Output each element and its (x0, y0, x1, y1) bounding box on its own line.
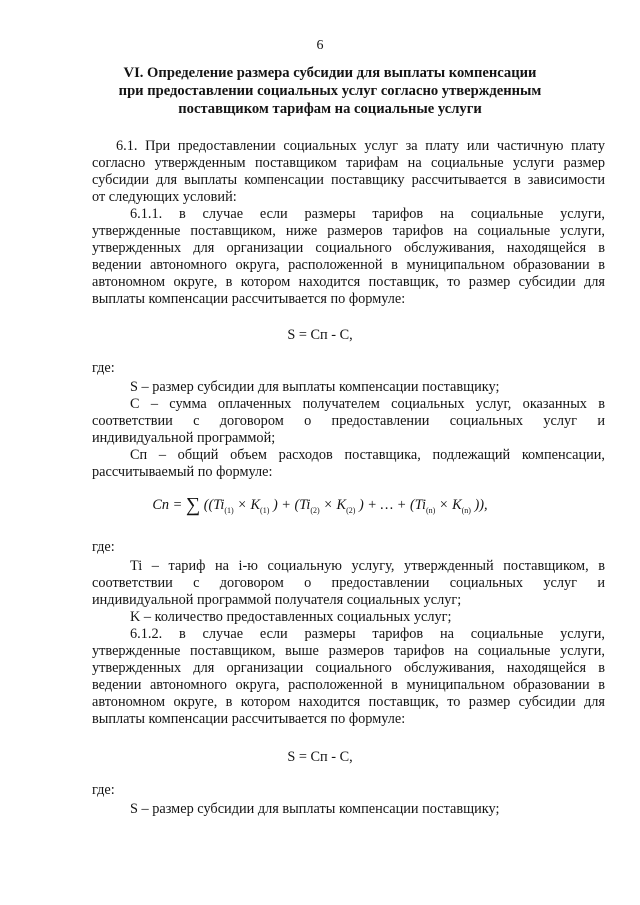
formula-cp (0, 494, 640, 517)
text-line: выплаты компенсации рассчитывается по формуле: (92, 291, 406, 307)
formula-subscript: (n) (461, 505, 471, 515)
formula-subscript: (1) (260, 505, 270, 515)
text-line: от следующих условий: (92, 189, 237, 205)
text-line: согласно утвержденным поставщиком тарифам на социальные услуги размер (92, 155, 605, 171)
sum-symbol: ∑ (185, 494, 201, 516)
text-line: S – размер субсидии для выплаты компенсации поставщику; (130, 801, 500, 817)
text-line: С – сумма оплаченных получателем социальных услуг, оказанных в (130, 396, 605, 412)
text-line: утвержденные поставщиком, ниже размеров тарифов на социальные услуги, (92, 223, 605, 239)
formula-lhs: Сп = (152, 497, 183, 513)
formula-subscript: (2) (310, 505, 320, 515)
section-title (70, 64, 590, 118)
paragraph-6-1 (92, 138, 605, 308)
formula-part: × K (237, 497, 261, 513)
text-line: рассчитываемый по формуле: (92, 464, 273, 480)
text-line: 6.1.1. в случае если размеры тарифов на социальные услуги, (130, 206, 605, 222)
formula-part: × K (438, 497, 462, 513)
text-line: Сп – общий объем расходов поставщика, подлежащий компенсации, (130, 447, 605, 463)
text-line: индивидуальной программой; (92, 430, 276, 446)
text-line: утвержденных для организации социального обслуживания, находящейся в (92, 240, 605, 256)
formula-subscript: (2) (346, 505, 356, 515)
formula-subscript: (n) (425, 505, 436, 515)
text-line: утвержденных для организации социального обслуживания, находящейся в (92, 660, 605, 676)
text-line: 6.1. При предоставлении социальных услуг за плату или частичную плату (116, 138, 605, 154)
formula-subscript: (1) (224, 505, 234, 515)
definitions-1 (92, 379, 605, 481)
text-line: субсидии для выплаты компенсации поставщику рассчитывается в зависимости (92, 172, 605, 188)
text-line: K – количество предоставленных социальных услуг; (130, 609, 452, 625)
text-line: индивидуальной программой получателя социальных услуг; (92, 592, 462, 608)
section-title-line: поставщиком тарифам на социальные услуги (178, 101, 482, 117)
section-title-line: при предоставлении социальных услуг согласно утвержденным (118, 83, 542, 99)
text-line: автономном округе, в котором находится поставщик, то размер субсидии для (92, 274, 605, 290)
where-label: где: (92, 539, 115, 555)
formula-part: ) + … + (Ti (358, 497, 426, 513)
text-line: S – размер субсидии для выплаты компенсации поставщику; (130, 379, 500, 395)
formula-part: × K (323, 497, 347, 513)
text-line: ведении автономного округа, расположенной в муниципальном образовании в (92, 257, 605, 273)
formula-s-2: S = Сп - С, (287, 749, 353, 765)
definitions-2 (92, 801, 605, 818)
text-line: утвержденные поставщиком, выше размеров тарифов на социальные услуги, (92, 643, 605, 659)
paragraph-6-1-2 (92, 558, 605, 728)
formula-part: ) + (Ti (272, 497, 311, 513)
formula-s-1: S = Сп - С, (287, 327, 353, 343)
text-line: соответствии с договором о предоставлении социальных услуг и (92, 575, 605, 591)
text-line: Ti – тариф на i-ю социальную услугу, утвержденный поставщиком, в (130, 558, 605, 574)
formula-part: )), (474, 497, 488, 513)
page-number: 6 (316, 38, 324, 53)
where-label: где: (92, 782, 115, 798)
text-line: ведении автономного округа, расположенной в муниципальном образовании в (92, 677, 605, 693)
text-line: автономном округе, в котором находится поставщик, то размер субсидии для (92, 694, 605, 710)
section-title-line: VI. Определение размера субсидии для выплаты компенсации (123, 65, 537, 81)
text-line: 6.1.2. в случае если размеры тарифов на социальные услуги, (130, 626, 605, 642)
formula-part: ((Ti (203, 497, 225, 513)
where-label: где: (92, 360, 115, 376)
text-line: соответствии с договором о предоставлении социальных услуг и (92, 413, 605, 429)
text-line: выплаты компенсации рассчитывается по формуле: (92, 711, 406, 727)
